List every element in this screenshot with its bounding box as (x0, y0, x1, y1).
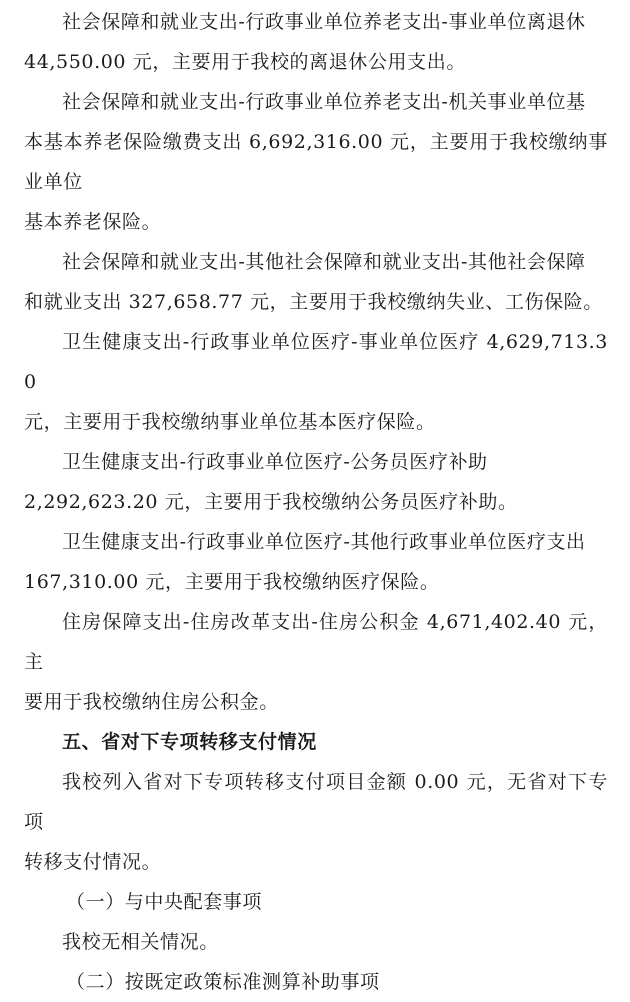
paragraph-line: 要用于我校缴纳住房公积金。 (24, 691, 279, 713)
paragraph-line: 我校列入省对下专项转移支付项目金额 0.00 元，无省对下专项 (24, 771, 608, 833)
paragraph-line: 卫生健康支出-行政事业单位医疗-其他行政事业单位医疗支出 (62, 531, 586, 553)
paragraph-line: 住房保障支出-住房改革支出-住房公积金 4,671,402.40 元，主 (24, 611, 608, 673)
sub-text-no-situation: 我校无相关情况。 (62, 931, 219, 953)
sub-heading-central-matching: （一）与中央配套事项 (66, 891, 263, 913)
paragraph-line: 卫生健康支出-行政事业单位医疗-事业单位医疗 4,629,713.30 (24, 331, 608, 393)
paragraph-other-social-security (24, 242, 608, 322)
paragraph-line: 44,550.00 元，主要用于我校的离退休公用支出。 (24, 51, 466, 73)
paragraph-line: 转移支付情况。 (24, 851, 162, 873)
paragraph-pension-insurance (24, 82, 608, 242)
paragraph-line: 本基本养老保险缴费支出 6,692,316.00 元，主要用于我校缴纳事业单位 (24, 131, 608, 193)
paragraph-line: 和就业支出 327,658.77 元，主要用于我校缴纳失业、工伤保险。 (24, 291, 603, 313)
paragraph-line: 元，主要用于我校缴纳事业单位基本医疗保险。 (24, 411, 436, 433)
paragraph-line: 社会保障和就业支出-行政事业单位养老支出-机关事业单位基 (62, 91, 586, 113)
paragraph-retiree-expense (24, 2, 608, 82)
paragraph-transfer-payment (24, 762, 608, 882)
paragraph-line: 社会保障和就业支出-其他社会保障和就业支出-其他社会保障 (62, 251, 586, 273)
paragraph-institution-medical (24, 322, 608, 442)
paragraph-line: 2,292,623.20 元，主要用于我校缴纳公务员医疗补助。 (24, 491, 518, 513)
paragraph-line: 社会保障和就业支出-行政事业单位养老支出-事业单位离退休 (62, 11, 586, 33)
paragraph-line: 卫生健康支出-行政事业单位医疗-公务员医疗补助 (62, 451, 488, 473)
paragraph-line: 167,310.00 元，主要用于我校缴纳医疗保险。 (24, 571, 440, 593)
paragraph-line: 基本养老保险。 (24, 211, 162, 233)
sub-heading-policy-subsidy: （二）按既定政策标准测算补助事项 (66, 971, 380, 993)
paragraph-other-medical (24, 522, 608, 602)
paragraph-civil-servant-medical (24, 442, 608, 522)
paragraph-housing-fund (24, 602, 608, 722)
section-heading: 五、省对下专项转移支付情况 (62, 731, 317, 753)
